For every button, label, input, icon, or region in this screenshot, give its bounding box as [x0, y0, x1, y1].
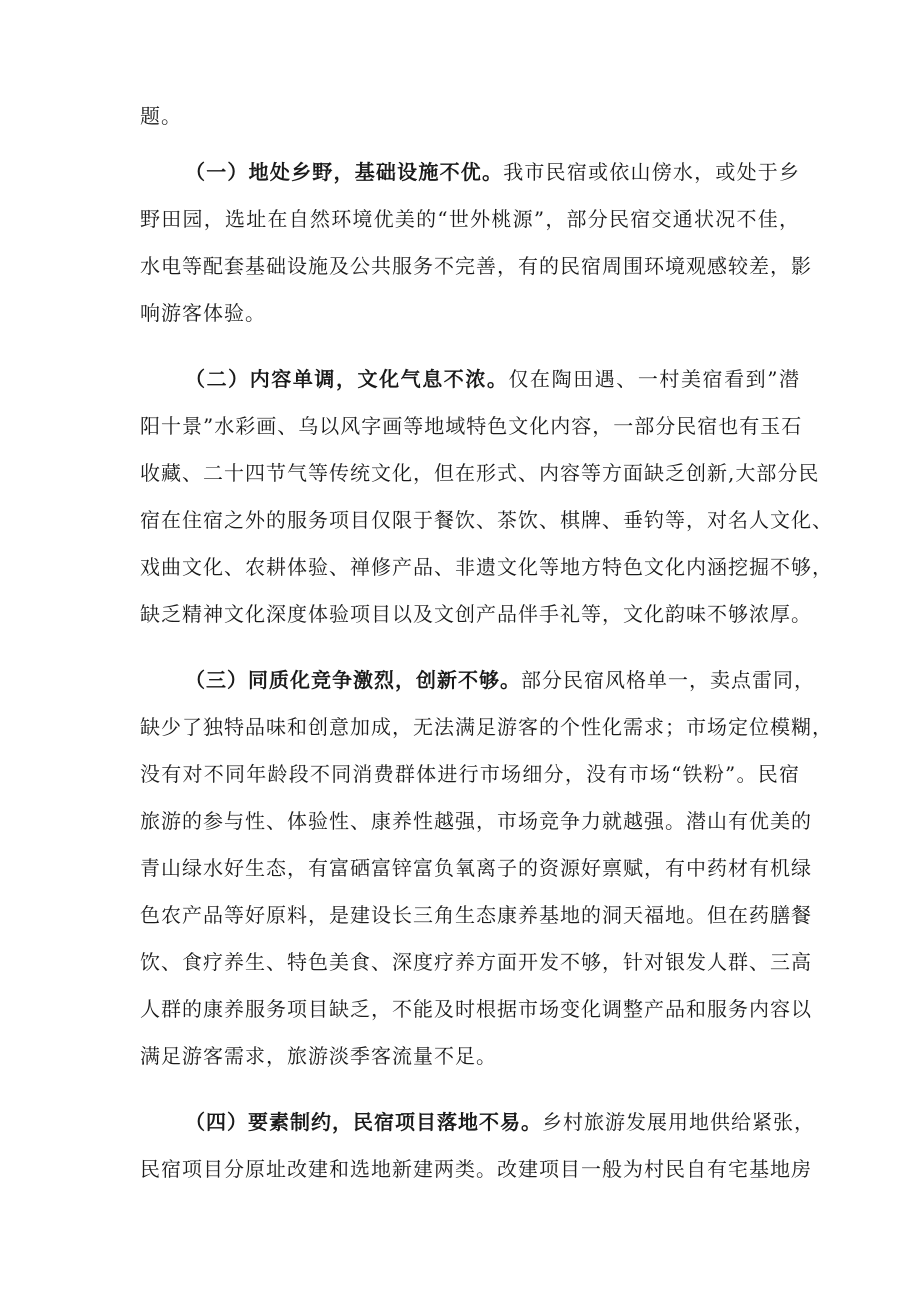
paragraph-text: 宿在住宿之外的服务项目仅限于餐饮、茶饮、棋牌、垂钓等，对名人文化、 — [140, 508, 833, 532]
paragraph-text: 乡村旅游发展用地供给紧张， — [542, 1110, 815, 1134]
section-3-line-7 — [140, 948, 812, 976]
paragraph-text: 缺乏精神文化深度体验项目以及文创产品伴手礼等，文化韵味不够浓厚。 — [140, 602, 812, 626]
section-3-line-2 — [140, 713, 833, 741]
section-3-line-6 — [140, 901, 812, 929]
paragraph-text: 戏曲文化、农耕体验、禅修产品、非遗文化等地方特色文化内涵挖掘不够， — [140, 555, 833, 579]
paragraph-text: 饮、食疗养生、特色美食、深度疗养方面开发不够，针对银发人群、三高 — [140, 950, 812, 974]
section-3-line-4 — [140, 807, 812, 835]
section-2-line-5 — [140, 553, 833, 581]
paragraph-text: 色农产品等好原料，是建设长三角生态康养基地的洞天福地。但在药膳餐 — [140, 903, 812, 927]
section-1-line-1 — [185, 158, 800, 186]
section-3-line-9 — [140, 1042, 800, 1070]
section-4-line-1 — [185, 1108, 815, 1136]
section-2-line-2 — [140, 412, 803, 440]
section-4-line-2 — [140, 1155, 812, 1183]
section-3-line-5 — [140, 854, 812, 882]
paragraph-text: 部分民宿风格单一，卖点雷同， — [521, 668, 815, 692]
section-heading: （四）要素制约，民宿项目落地不易。 — [185, 1110, 542, 1134]
section-2-line-6 — [140, 600, 812, 628]
section-heading: （一）地处乡野，基础设施不优。 — [185, 160, 504, 184]
paragraph-text: 青山绿水好生态，有富硒富锌富负氧离子的资源好禀赋，有中药材有机绿 — [140, 856, 812, 880]
paragraph-text: 人群的康养服务项目缺乏，不能及时根据市场变化调整产品和服务内容以 — [140, 997, 812, 1021]
paragraph-text: 我市民宿或依山傍水，或处于乡 — [503, 160, 801, 184]
paragraph-text: 阳十景”水彩画、乌以风字画等地域特色文化内容，一部分民宿也有玉石 — [140, 414, 803, 438]
section-3-line-3 — [140, 760, 800, 788]
section-1-line-3 — [140, 252, 812, 280]
paragraph-text: 没有对不同年龄段不同消费群体进行市场细分，没有市场“铁粉”。民宿 — [140, 762, 800, 786]
section-2-line-1 — [185, 365, 800, 393]
section-3-line-8 — [140, 995, 812, 1023]
section-1-line-4 — [140, 299, 800, 327]
paragraph-text: 题。 — [140, 104, 182, 128]
section-1-line-2 — [140, 205, 800, 233]
section-3-line-1 — [185, 666, 815, 694]
intro-tail — [140, 102, 800, 130]
paragraph-text: 收藏、二十四节气等传统文化，但在形式、内容等方面缺乏创新,大部分民 — [140, 461, 820, 485]
paragraph-text: 满足游客需求，旅游淡季客流量不足。 — [140, 1044, 497, 1068]
paragraph-text: 响游客体验。 — [140, 301, 266, 325]
paragraph-text: 水电等配套基础设施及公共服务不完善，有的民宿周围环境观感较差，影 — [140, 254, 812, 278]
paragraph-text: 缺少了独特品味和创意加成，无法满足游客的个性化需求；市场定位模糊， — [140, 715, 833, 739]
section-heading: （三）同质化竞争激烈，创新不够。 — [185, 668, 521, 692]
section-2-line-3 — [140, 459, 820, 487]
paragraph-text: 民宿项目分原址改建和选地新建两类。改建项目一般为村民自有宅基地房 — [140, 1157, 812, 1181]
paragraph-text: 旅游的参与性、体验性、康养性越强，市场竞争力就越强。潜山有优美的 — [140, 809, 812, 833]
section-heading: （二）内容单调，文化气息不浓。 — [185, 367, 509, 391]
section-2-line-4 — [140, 506, 833, 534]
paragraph-text: 野田园，选址在自然环境优美的“世外桃源”，部分民宿交通状况不佳， — [140, 207, 800, 231]
paragraph-text: 仅在陶田遇、一村美宿看到”潜 — [508, 367, 800, 391]
